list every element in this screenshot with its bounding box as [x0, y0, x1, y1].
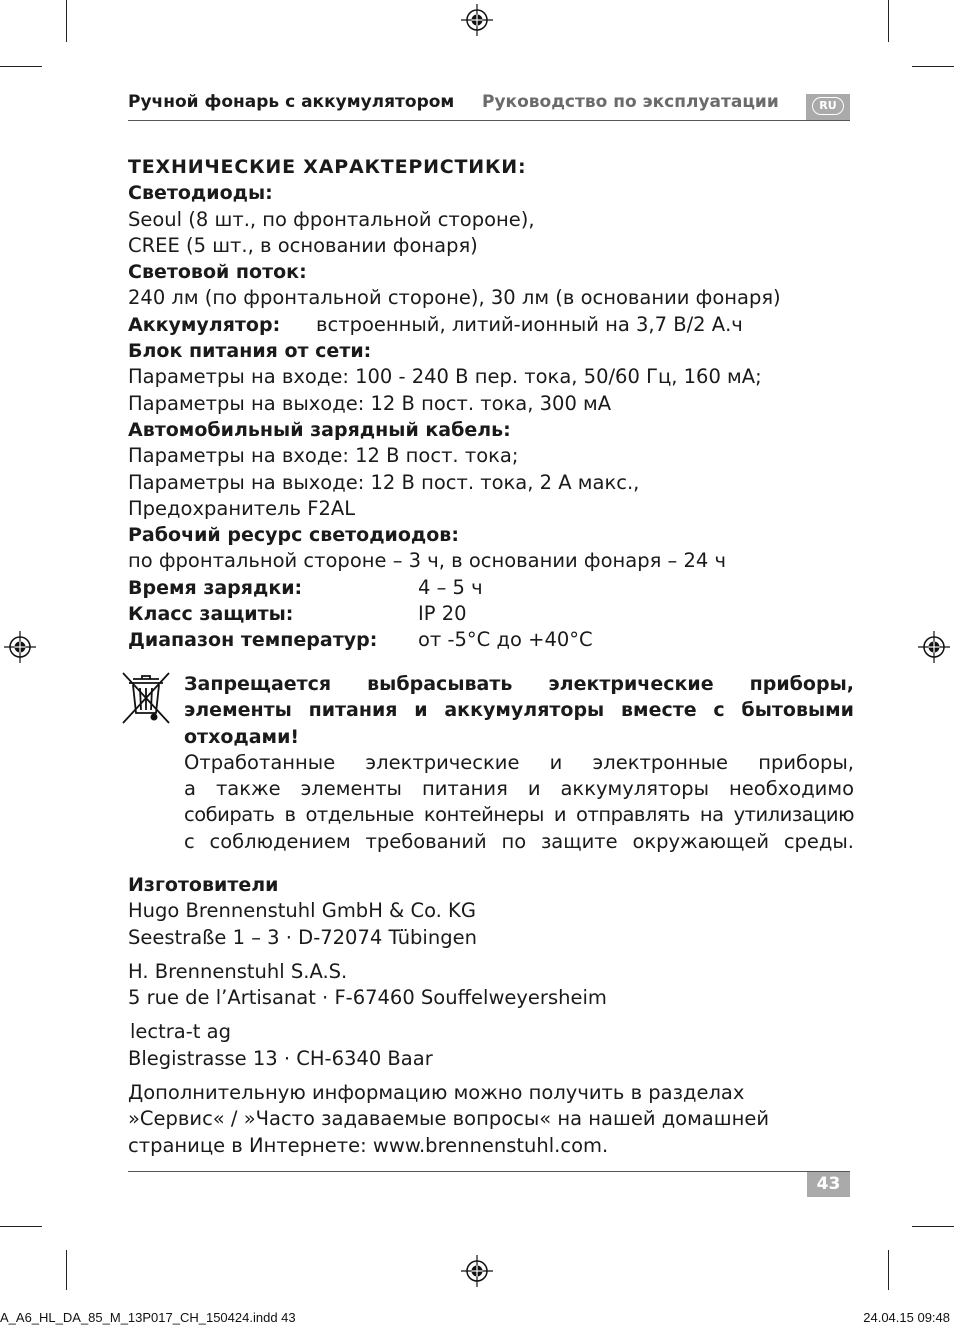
registration-mark-icon	[918, 631, 950, 663]
leds-line: Seoul (8 шт., по фронтальной стороне),	[128, 207, 535, 231]
manufacturers-section	[128, 872, 856, 1159]
battery-value: встроенный, литий-ионный на 3,7 В/2 А.ч	[316, 312, 743, 336]
manufacturer-name: Hugo Brennenstuhl GmbH & Co. KG	[128, 899, 476, 923]
crop-mark	[66, 0, 67, 42]
car-cable-line: Параметры на выходе: 12 В пост. тока, 2 А макс.,	[128, 470, 640, 494]
registration-mark-icon	[461, 4, 493, 36]
temperature-value: от -5°C до +40°C	[418, 628, 593, 652]
header-product-title: Ручной фонарь с аккумулятором	[128, 92, 455, 112]
flux-label: Световой поток:	[128, 261, 307, 284]
crop-mark	[888, 1250, 889, 1290]
leds-label: Светодиоды:	[128, 182, 273, 205]
led-life-value: по фронтальной стороне – 3 ч, в основании фонаря – 24 ч	[128, 549, 727, 573]
protection-value: IP 20	[418, 602, 467, 626]
psu-line: Параметры на входе: 100 - 240 В пер. тока, 50/60 Гц, 160 мА;	[128, 365, 762, 389]
disposal-notice	[184, 671, 854, 855]
charge-time-label: Время зарядки:	[128, 576, 303, 599]
technical-specs	[128, 154, 856, 654]
footer-rule	[128, 1171, 850, 1172]
led-life-label: Рабочий ресурс светодиодов:	[128, 524, 459, 547]
leds-line: CREE (5 шт., в основании фонаря)	[128, 233, 478, 257]
crossed-bin-icon	[120, 670, 172, 726]
language-badge	[806, 94, 850, 120]
crop-mark	[0, 66, 42, 67]
language-badge-label: RU	[812, 97, 844, 115]
protection-label: Класс защиты:	[128, 603, 294, 626]
disposal-text-line: Отработанные электрические и электронные приборы,	[184, 750, 854, 774]
crop-mark	[912, 66, 954, 67]
charge-time-value: 4 – 5 ч	[418, 575, 483, 599]
disposal-warning-line: элементы питания и аккумуляторы вместе с бытовыми	[184, 699, 854, 722]
manufacturers-title: Изготовители	[128, 874, 279, 896]
car-cable-line: Параметры на входе: 12 В пост. тока;	[128, 444, 519, 468]
car-cable-label: Автомобильный зарядный кабель:	[128, 418, 511, 441]
page-number: 43	[807, 1172, 850, 1197]
header-doc-type: Руководство по эксплуатации	[482, 92, 779, 112]
manufacturer-address: 5 rue de l’Artisanat · F-67460 Souffelweyersheim	[128, 986, 607, 1010]
manufacturer-name: lectra-t ag	[130, 1020, 231, 1044]
manufacturer-name: H. Brennenstuhl S.A.S.	[128, 959, 348, 983]
running-header	[128, 90, 850, 121]
car-cable-line: Предохранитель F2AL	[128, 496, 356, 520]
temperature-label: Диапазон температур:	[128, 629, 378, 652]
disposal-text-line: с соблюдением требований по защите окружающей среды.	[184, 829, 854, 853]
temperature-row	[128, 627, 856, 653]
crop-mark	[888, 0, 889, 42]
manufacturer-address: Seestraße 1 – 3 · D-72074 Tübingen	[128, 925, 477, 949]
psu-line: Параметры на выходе: 12 В пост. тока, 300 мА	[128, 391, 612, 415]
info-line: »Сервис« / »Часто задаваемые вопросы« на нашей домашней	[128, 1107, 770, 1131]
specs-title: ТЕХНИЧЕСКИЕ ХАРАКТЕРИСТИКИ:	[128, 156, 527, 178]
registration-mark-icon	[4, 631, 36, 663]
manufacturer-address: Blegistrasse 13 · CH-6340 Baar	[128, 1046, 433, 1070]
battery-label: Аккумулятор:	[128, 313, 281, 336]
battery-row	[128, 312, 856, 338]
slug-filename: A_A6_HL_DA_85_M_13P017_CH_150424.indd 43	[0, 1310, 296, 1325]
psu-label: Блок питания от сети:	[128, 340, 372, 363]
disposal-warning-line: отходами!	[184, 725, 300, 748]
flux-value: 240 лм (по фронтальной стороне), 30 лм (в основании фонаря)	[128, 286, 781, 310]
disposal-text-line: собирать в отдельные контейнеры и отправлять на утилизацию	[184, 803, 854, 827]
crop-mark	[912, 1226, 954, 1227]
disposal-warning-line: Запрещается выбрасывать электрические приборы,	[184, 673, 854, 695]
info-line: Дополнительную информацию можно получить в разделах	[128, 1081, 745, 1105]
crop-mark	[0, 1226, 42, 1227]
registration-mark-icon	[461, 1255, 493, 1287]
disposal-text-line: а также элементы питания и аккумуляторы необходимо	[184, 777, 854, 801]
charge-time-row	[128, 575, 856, 601]
slug-date: 24.04.15 09:48	[863, 1310, 950, 1325]
protection-row	[128, 601, 856, 627]
crop-mark	[66, 1250, 67, 1290]
info-line: странице в Интернете: www.brennenstuhl.com.	[128, 1133, 609, 1157]
